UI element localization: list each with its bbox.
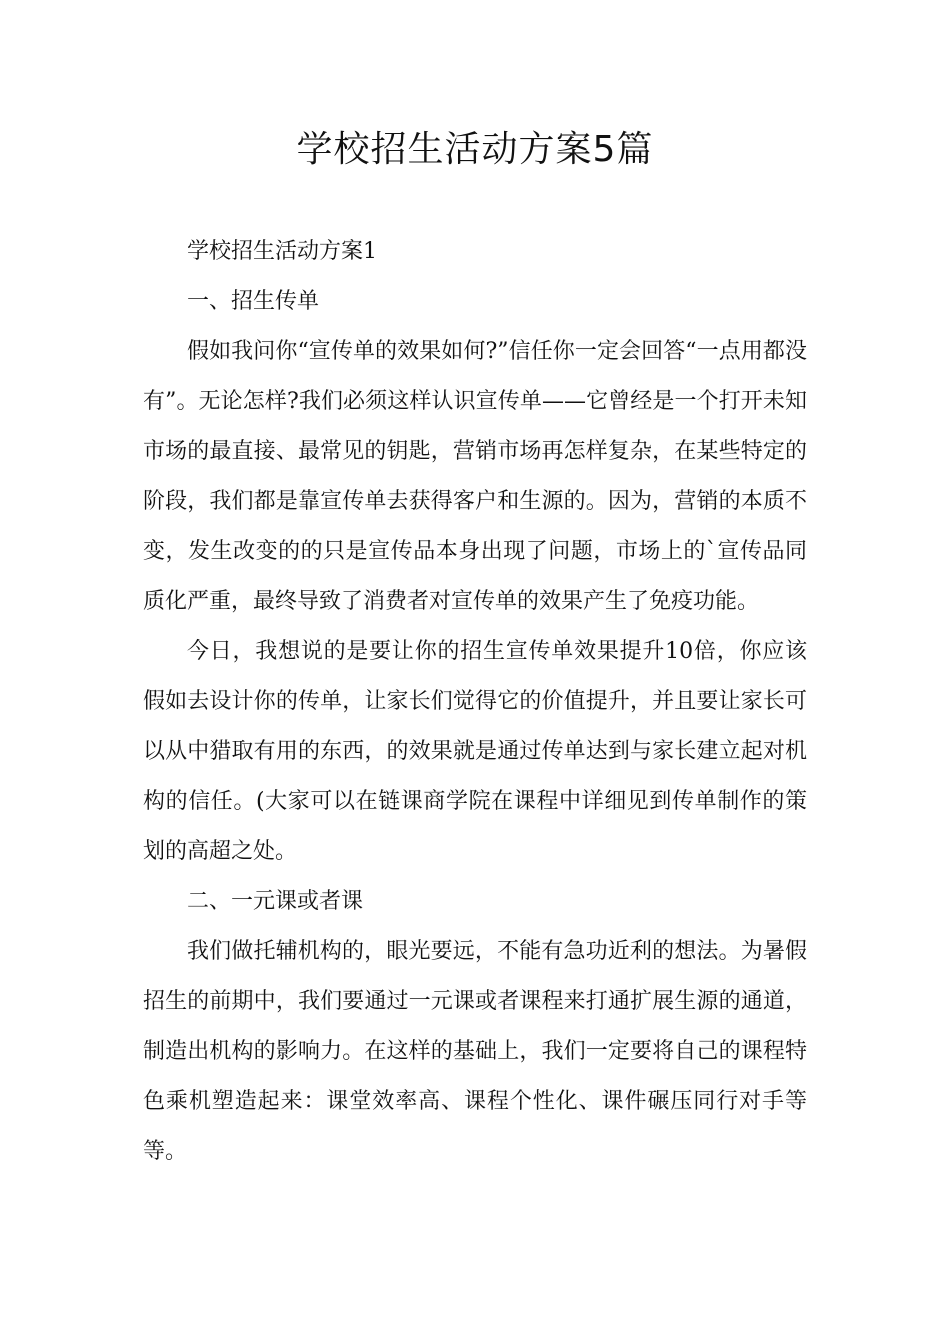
body-paragraph: 我们做托辅机构的，眼光要远，不能有急功近利的想法。为暑假招生的前期中，我们要通过一元课或者课程来打通扩展生源的通道，制造出机构的影响力。在这样的基础上，我们一定要将自己的课程特色乘机塑造起来：课堂效率高、课程个性化、课件碾压同行对手等等。 [143, 939, 807, 1164]
document-title: 学校招生活动方案5篇 [296, 129, 654, 170]
document-body [143, 227, 807, 1177]
subsection-heading: 二、一元课或者课 [187, 889, 364, 914]
body-paragraph: 今日，我想说的是要让你的招生宣传单效果提升10倍，你应该假如去设计你的传单，让家长们觉得它的价值提升，并且要让家长可以从中猎取有用的东西，的效果就是通过传单达到与家长建立起对机构的信任。(大家可以在链课商学院在课程中详细见到传单制作的策划的高超之处。 [143, 639, 807, 864]
subsection-heading: 一、招生传单 [187, 289, 320, 314]
body-paragraph: 假如我问你“宣传单的效果如何?”信任你一定会回答“一点用都没有”。无论怎样?我们必须这样认识宣传单——它曾经是一个打开未知市场的最直接、最常见的钥匙，营销市场再怎样复杂，在某些特定的阶段，我们都是靠宣传单去获得客户和生源的。因为，营销的本质不变，发生改变的的只是宣传品本身出现了问题，市场上的`宣传品同质化严重，最终导致了消费者对宣传单的效果产生了免疫功能。 [143, 339, 807, 614]
section-heading: 学校招生活动方案1 [187, 239, 377, 264]
